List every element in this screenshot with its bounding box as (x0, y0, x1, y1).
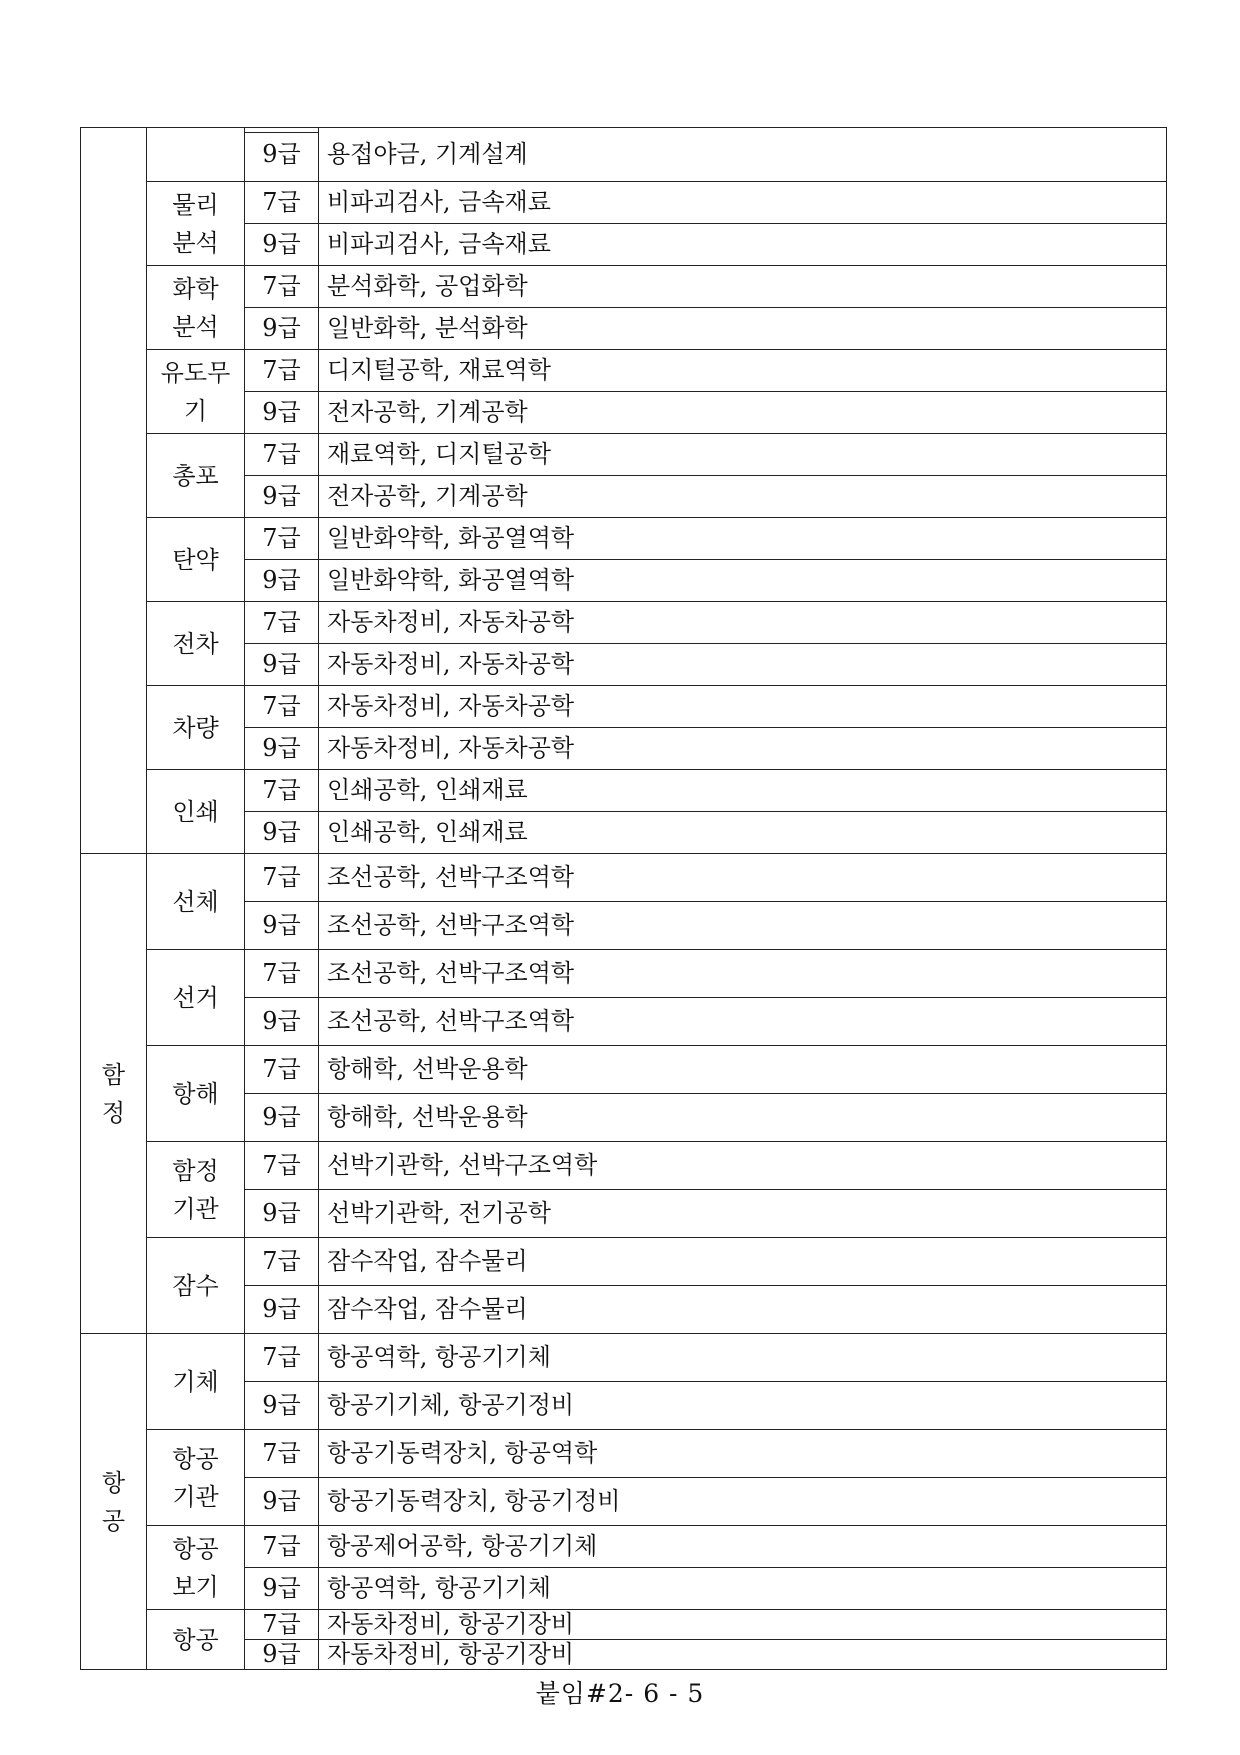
grade-cell: 9급 (245, 224, 319, 266)
grade-cell: 7급 (245, 350, 319, 392)
table-row (81, 950, 1167, 998)
specialty-cell (147, 350, 245, 434)
specialty-cell (147, 770, 245, 854)
grade-cell: 9급 (245, 1382, 319, 1430)
subjects-cell: 일반화학, 분석화학 (319, 308, 1167, 350)
specialty-label: 기체 (172, 1367, 219, 1396)
subjects-cell: 자동차정비, 자동차공학 (319, 602, 1167, 644)
grade-cell: 7급 (245, 686, 319, 728)
specialty-label: 분석 (172, 228, 219, 257)
grade-cell: 9급 (245, 902, 319, 950)
specialty-label: 함정 (172, 1156, 219, 1185)
grade-cell: 7급 (245, 266, 319, 308)
subjects-cell: 선박기관학, 선박구조역학 (319, 1142, 1167, 1190)
table-row (81, 266, 1167, 308)
subjects-cell: 자동차정비, 자동차공학 (319, 686, 1167, 728)
grade-cell: 9급 (245, 644, 319, 686)
subjects-cell: 자동차정비, 자동차공학 (319, 644, 1167, 686)
specialty-label: 물리 (172, 190, 219, 219)
table-row (81, 182, 1167, 224)
subjects-table (80, 127, 1167, 1670)
subjects-cell: 용접야금, 기계설계 (319, 128, 1167, 182)
subjects-cell: 전자공학, 기계공학 (319, 476, 1167, 518)
grade-cell: 7급 (245, 182, 319, 224)
specialty-label: 기관 (172, 1482, 219, 1511)
specialty-label: 보기 (172, 1572, 219, 1601)
subjects-cell: 항공기동력장치, 항공역학 (319, 1430, 1167, 1478)
specialty-cell (147, 1526, 245, 1610)
grade-cell: 7급 (245, 950, 319, 998)
branch-cell (81, 128, 147, 854)
grade-cell: 9급 (245, 728, 319, 770)
grade-cell: 7급 (245, 1610, 319, 1640)
subjects-cell: 선박기관학, 전기공학 (319, 1190, 1167, 1238)
subjects-cell: 자동차정비, 항공기장비 (319, 1640, 1167, 1670)
branch-cell (81, 854, 147, 1334)
subjects-cell: 조선공학, 선박구조역학 (319, 998, 1167, 1046)
grade-cell: 9급 (245, 560, 319, 602)
grade-cell: 9급 (245, 1094, 319, 1142)
specialty-label: 화학 (172, 274, 219, 303)
subjects-cell: 조선공학, 선박구조역학 (319, 854, 1167, 902)
subjects-cell: 항공기동력장치, 항공기정비 (319, 1478, 1167, 1526)
grade-cell: 7급 (245, 434, 319, 476)
grade-cell: 9급 (245, 998, 319, 1046)
subjects-cell: 비파괴검사, 금속재료 (319, 224, 1167, 266)
specialty-label: 잠수 (172, 1271, 219, 1300)
grade-cell: 9급 (245, 1478, 319, 1526)
grade-cell: 7급 (245, 854, 319, 902)
page-footer: 붙임#2- 6 - 5 (535, 1679, 705, 1708)
grade-cell: 9급 (245, 1568, 319, 1610)
specialty-cell (147, 1238, 245, 1334)
subjects-cell: 비파괴검사, 금속재료 (319, 182, 1167, 224)
grade-cell: 9급 (245, 1640, 319, 1670)
specialty-cell (147, 1334, 245, 1430)
grade-cell: 7급 (245, 1046, 319, 1094)
grade-cell: 7급 (245, 1142, 319, 1190)
subjects-cell: 항해학, 선박운용학 (319, 1046, 1167, 1094)
subjects-cell: 자동차정비, 항공기장비 (319, 1610, 1167, 1640)
branch-label: 정 (101, 1098, 126, 1127)
continuation-rule (245, 132, 318, 133)
grade-cell: 9급 (245, 1190, 319, 1238)
subjects-cell: 항공역학, 항공기기체 (319, 1568, 1167, 1610)
subjects-cell: 잠수작업, 잠수물리 (319, 1286, 1167, 1334)
subjects-table-body (81, 128, 1167, 1670)
specialty-cell (147, 266, 245, 350)
table-row (81, 1526, 1167, 1568)
specialty-label: 선거 (172, 983, 219, 1012)
specialty-label: 항공 (172, 1444, 219, 1473)
branch-label: 항 (101, 1468, 126, 1497)
subjects-cell: 조선공학, 선박구조역학 (319, 902, 1167, 950)
subjects-cell: 일반화약학, 화공열역학 (319, 518, 1167, 560)
subjects-cell: 항공제어공학, 항공기기체 (319, 1526, 1167, 1568)
subjects-cell: 자동차정비, 자동차공학 (319, 728, 1167, 770)
specialty-label: 총포 (172, 461, 219, 490)
specialty-label: 차량 (172, 713, 219, 742)
specialty-cell (147, 434, 245, 518)
grade-cell: 9급 (245, 1286, 319, 1334)
specialty-cell (147, 518, 245, 602)
subjects-cell: 인쇄공학, 인쇄재료 (319, 770, 1167, 812)
subjects-cell: 디지털공학, 재료역학 (319, 350, 1167, 392)
specialty-cell (147, 854, 245, 950)
specialty-label: 선체 (172, 887, 219, 916)
specialty-label: 항공 (172, 1534, 219, 1563)
specialty-cell (147, 182, 245, 266)
grade-cell: 7급 (245, 770, 319, 812)
subjects-cell: 전자공학, 기계공학 (319, 392, 1167, 434)
table-row (81, 1610, 1167, 1640)
specialty-label: 기 (183, 396, 208, 425)
table-row (81, 602, 1167, 644)
grade-cell: 9급 (245, 128, 319, 182)
table-row (81, 350, 1167, 392)
specialty-label: 항해 (172, 1079, 219, 1108)
specialty-cell (147, 128, 245, 182)
grade-cell: 9급 (245, 392, 319, 434)
table-row (81, 1142, 1167, 1190)
table-row (81, 1430, 1167, 1478)
table-row (81, 770, 1167, 812)
branch-label: 공 (101, 1506, 126, 1535)
subjects-cell: 항공기기체, 항공기정비 (319, 1382, 1167, 1430)
specialty-label: 항공 (172, 1625, 219, 1654)
table-row (81, 434, 1167, 476)
specialty-cell (147, 1142, 245, 1238)
specialty-cell (147, 1046, 245, 1142)
specialty-label: 인쇄 (172, 797, 219, 826)
subjects-cell: 항공역학, 항공기기체 (319, 1334, 1167, 1382)
specialty-label: 탄약 (172, 545, 219, 574)
table-row (81, 518, 1167, 560)
subjects-cell: 분석화학, 공업화학 (319, 266, 1167, 308)
table-row (81, 686, 1167, 728)
specialty-cell (147, 1610, 245, 1670)
subjects-cell: 항해학, 선박운용학 (319, 1094, 1167, 1142)
subjects-cell: 잠수작업, 잠수물리 (319, 1238, 1167, 1286)
table-row (81, 1046, 1167, 1094)
grade-cell: 7급 (245, 1238, 319, 1286)
grade-cell: 7급 (245, 1430, 319, 1478)
grade-cell: 9급 (245, 812, 319, 854)
subjects-cell: 재료역학, 디지털공학 (319, 434, 1167, 476)
specialty-label: 분석 (172, 312, 219, 341)
grade-cell: 7급 (245, 1334, 319, 1382)
branch-cell (81, 1334, 147, 1670)
grade-cell: 7급 (245, 518, 319, 560)
subjects-cell: 인쇄공학, 인쇄재료 (319, 812, 1167, 854)
grade-cell: 7급 (245, 602, 319, 644)
table-row (81, 128, 1167, 182)
specialty-label: 기관 (172, 1194, 219, 1223)
grade-cell: 9급 (245, 476, 319, 518)
specialty-label: 유도무 (160, 358, 231, 387)
specialty-cell (147, 950, 245, 1046)
branch-label: 함 (101, 1060, 126, 1089)
grade-cell: 7급 (245, 1526, 319, 1568)
subjects-cell: 조선공학, 선박구조역학 (319, 950, 1167, 998)
table-row (81, 1334, 1167, 1382)
table-row (81, 854, 1167, 902)
subjects-cell: 일반화약학, 화공열역학 (319, 560, 1167, 602)
grade-cell: 9급 (245, 308, 319, 350)
specialty-cell (147, 686, 245, 770)
specialty-cell (147, 1430, 245, 1526)
specialty-cell (147, 602, 245, 686)
table-row (81, 1238, 1167, 1286)
specialty-label: 전차 (172, 629, 219, 658)
